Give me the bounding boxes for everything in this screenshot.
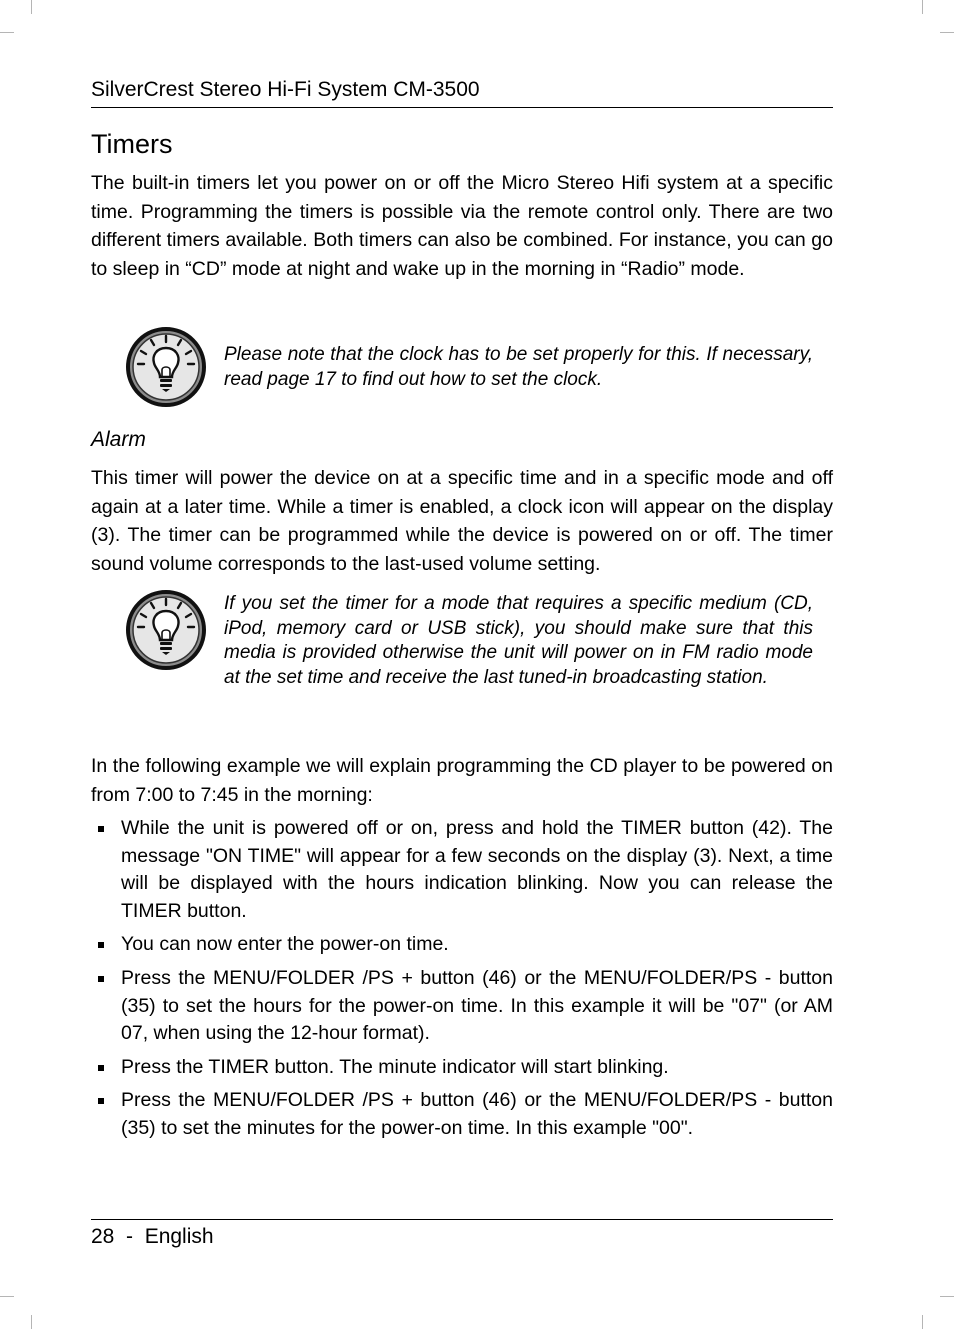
example-paragraph: In the following example we will explain programming the CD player to be powered on from 7:00 to 7:45 in the morning: xyxy=(91,755,833,806)
lightbulb-icon xyxy=(125,589,207,671)
medium-note: If you set the timer for a mode that requires a specific medium (CD, iPod, memory card or USB stick), you should make sure that this media is provided otherwise the unit will power on in FM radio mode at the set time and receive the last tuned-in broadcasting station. xyxy=(224,593,813,688)
step-text: While the unit is powered off or on, press and hold the TIMER button (42). The message "ON TIME" will appear for a few seconds on the display (3). Next, a time will be displayed with the hours indication blinking. Now you can release the TIMER button. xyxy=(121,817,833,922)
crop-mark xyxy=(922,0,923,14)
alarm-paragraph: This timer will power the device on at a specific time and in a specific mode and off again at a later time. While a timer is enabled, a clock icon will appear on the display (3). The timer can be programmed while the device is powered on or off. The timer sound volume corresponds to the last-used volume setting. xyxy=(91,467,833,575)
list-item xyxy=(91,1087,833,1142)
step-text: Press the MENU/FOLDER /PS + button (46) or the MENU/FOLDER/PS - button (35) to set the hours for the power-on time. In this example it will be "07" (or AM 07, when using the 12-hour format). xyxy=(121,966,833,1045)
bullet-square-icon xyxy=(98,1098,104,1104)
list-item xyxy=(91,1054,833,1082)
crop-mark xyxy=(31,0,32,14)
bullet-square-icon xyxy=(98,1065,104,1071)
step-text: You can now enter the power-on time. xyxy=(121,933,449,956)
intro-paragraph: The built-in timers let you power on or off the Micro Stereo Hifi system at a specific time. Programming the timers is possible via the remote control only. There are two different timers available. Both timers can also be combined. For instance, you can go to sleep in “CD” mode at night and wake up in the morning in “Radio” mode. xyxy=(91,172,833,280)
bullet-square-icon xyxy=(98,942,104,948)
list-item xyxy=(91,931,833,959)
bullet-square-icon xyxy=(98,826,104,832)
list-item xyxy=(91,815,833,925)
list-item xyxy=(91,965,833,1048)
steps-list xyxy=(91,815,833,1149)
crop-mark xyxy=(0,1296,14,1297)
crop-mark xyxy=(0,32,14,33)
step-text: Press the TIMER button. The minute indicator will start blinking. xyxy=(121,1055,669,1078)
page-number: 28 - English xyxy=(91,1225,214,1248)
page-footer xyxy=(91,1219,833,1250)
step-text: Press the MENU/FOLDER /PS + button (46) or the MENU/FOLDER/PS - button (35) to set the minutes for the power-on time. In this example "00". xyxy=(121,1089,833,1139)
crop-mark xyxy=(940,1296,954,1297)
crop-mark xyxy=(940,32,954,33)
section-title: Timers xyxy=(91,129,173,159)
bullet-square-icon xyxy=(98,976,104,982)
running-header: SilverCrest Stereo Hi-Fi System CM-3500 xyxy=(91,77,833,108)
alarm-subtitle: Alarm xyxy=(91,428,146,451)
crop-mark xyxy=(31,1315,32,1329)
clock-note: Please note that the clock has to be set properly for this. If necessary, read page 17 to find out how to set the clock. xyxy=(224,344,813,390)
crop-mark xyxy=(922,1315,923,1329)
lightbulb-icon xyxy=(125,326,207,408)
